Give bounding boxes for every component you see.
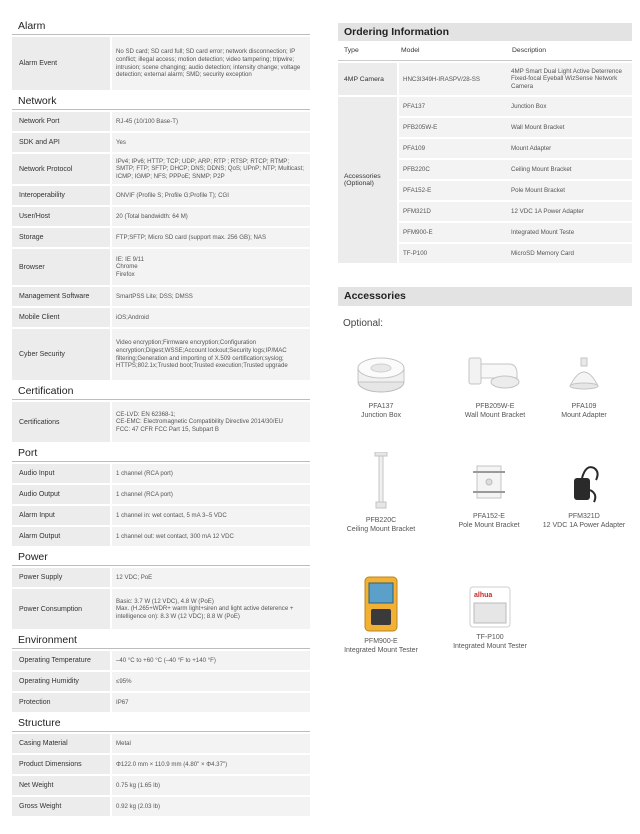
model-cell: HNC3I349H-IRASPV/28-SS (403, 75, 481, 83)
spec-value: iOS;Android (112, 308, 310, 327)
spec-key: Certifications (12, 402, 110, 442)
junction-box-icon (355, 350, 407, 398)
spec-key: Operating Humidity (12, 672, 110, 691)
spec-value: 1 channel out: wet contact, 300 mA 12 VDC (112, 527, 310, 546)
table-row (399, 202, 632, 221)
description-cell: Pole Mount Bracket (511, 186, 565, 194)
accessory-model: PFA109 (571, 403, 597, 410)
ordering-table-header (338, 41, 632, 61)
spec-row (12, 154, 310, 184)
accessory-model: TF-P100 (476, 634, 504, 641)
spec-value: 0.92 kg (2.03 lb) (112, 797, 310, 816)
spec-key: Network Port (12, 112, 110, 131)
spec-value: ≤95% (112, 672, 310, 691)
accessory-integrated-mount-tester (331, 575, 431, 655)
description-cell: 4MP Smart Dual Light Active Deterrence Fixed-focal Eyeball WizSense Network Camera (511, 67, 622, 90)
spec-sheet (12, 18, 310, 818)
description-cell: Mount Adapter (511, 144, 552, 152)
table-row (399, 139, 632, 158)
microsd-card-icon (468, 585, 512, 629)
spec-key: Interoperability (12, 186, 110, 205)
description-cell: Wall Mount Bracket (511, 123, 565, 131)
accessory-name: Integrated Mount Tester (453, 643, 527, 651)
spec-row (12, 734, 310, 753)
table-row (399, 223, 632, 242)
table-row (399, 181, 632, 200)
spec-value: IPv4; IPv6; HTTP; TCP; UDP; ARP; RTP ; RTSP; RTCP; RTMP; SMTP; FTP; SFTP; DHCP; DNS; DDNS; QoS; UPnP; NTP; Multicast; ICMP; IGMP; NFS; PPPoE; SNMP; P2P (112, 154, 310, 184)
spec-value: SmartPSS Lite; DSS; DMSS (112, 287, 310, 306)
description-cell: 12 VDC 1A Power Adapter (511, 207, 584, 215)
spec-value: Basic: 3.7 W (12 VDC), 4.8 W (PoE) Max. (H.265+WDR+ warm light+siren and light active deterence + intelligence on): 8.3 W (12 VDC); 8.8 W (PoE) (112, 589, 310, 629)
spec-row (12, 228, 310, 247)
spec-row (12, 112, 310, 131)
spec-row (12, 464, 310, 483)
power-adapter-icon (564, 460, 604, 508)
section-alarm-title: Alarm (12, 18, 310, 35)
spec-row (12, 776, 310, 795)
spec-key: Alarm Input (12, 506, 110, 525)
spec-key: Power Supply (12, 568, 110, 587)
spec-row (12, 568, 310, 587)
spec-value: ONVIF (Profile S; Profile G;Profile T); CGI (112, 186, 310, 205)
spec-key: Protection (12, 693, 110, 712)
description-cell: Integrated Mount Teste (511, 228, 575, 236)
header-description: Description (512, 47, 546, 54)
section-network-title: Network (12, 93, 310, 110)
ceiling-mount-bracket-icon (371, 452, 391, 512)
camera-type: 4MP Camera (338, 63, 397, 95)
accessory-name: Ceiling Mount Bracket (346, 526, 416, 534)
accessory-model: PFM900-E (364, 638, 398, 645)
spec-key: Storage (12, 228, 110, 247)
spec-row (12, 589, 310, 629)
spec-key: Network Protocol (12, 154, 110, 184)
header-model: Model (401, 47, 420, 54)
accessory-model: PFM321D (568, 513, 600, 520)
model-cell: PFB205W-E (403, 124, 438, 131)
spec-row (12, 506, 310, 525)
model-cell: PFA152-E (403, 187, 432, 194)
spec-value: RJ-45 (10/100 Base-T) (112, 112, 310, 131)
spec-key: User/Host (12, 207, 110, 226)
section-power-title: Power (12, 549, 310, 566)
spec-key: Audio Input (12, 464, 110, 483)
description-cell: Junction Box (511, 102, 547, 110)
table-row (399, 63, 632, 95)
description-cell: MicroSD Memory Card (511, 249, 574, 257)
spec-row (12, 755, 310, 774)
spec-key: Alarm Event (12, 37, 110, 90)
spec-key: Alarm Output (12, 527, 110, 546)
model-cell: TF-P100 (403, 250, 428, 257)
model-cell: PFA137 (403, 103, 426, 110)
spec-value: 1 channel (RCA port) (112, 464, 310, 483)
pole-mount-bracket-icon (469, 460, 509, 508)
spec-value: 12 VDC; PoE (112, 568, 310, 587)
accessory-name: Junction Box (360, 412, 402, 420)
spec-value: 1 channel in: wet contact, 5 mA 3–5 VDC (112, 506, 310, 525)
section-environment-title: Environment (12, 632, 310, 649)
accessories-type: Accessories (Optional) (338, 97, 397, 263)
accessory-name: Mount Adapter (561, 412, 607, 420)
accessory-name: 12 VDC 1A Power Adapter (542, 522, 626, 530)
spec-value: Yes (112, 133, 310, 152)
spec-row (12, 308, 310, 327)
spec-row (12, 672, 310, 691)
header-type: Type (344, 47, 359, 54)
spec-key: Cyber Security (12, 329, 110, 380)
accessory-name: Integrated Mount Tester (344, 647, 418, 655)
description-cell: Ceiling Mount Bracket (511, 165, 572, 173)
accessory-model: PFA137 (368, 403, 394, 410)
accessory-name: Pole Mount Bracket (458, 522, 520, 530)
spec-key: Casing Material (12, 734, 110, 753)
accessory-ceiling-mount-bracket (331, 452, 431, 534)
spec-row (12, 329, 310, 380)
ordering-accessories-rows (338, 97, 632, 265)
accessory-microsd-card (440, 585, 540, 651)
spec-key: SDK and API (12, 133, 110, 152)
section-port-title: Port (12, 445, 310, 462)
accessory-name: Wall Mount Bracket (464, 412, 526, 420)
accessory-model: PFA152-E (473, 513, 505, 520)
model-cell: PFM900-E (403, 229, 433, 236)
spec-value: FTP;SFTP; Micro SD card (support max. 256 GB); NAS (112, 228, 310, 247)
spec-row (12, 249, 310, 285)
section-certification-title: Certification (12, 383, 310, 400)
accessory-mount-adapter (534, 350, 634, 420)
ordering-information (338, 23, 632, 265)
accessory-model: PFB220C (365, 517, 397, 524)
spec-key: Net Weight (12, 776, 110, 795)
spec-key: Power Consumption (12, 589, 110, 629)
section-structure-title: Structure (12, 715, 310, 732)
spec-value: 1 channel (RCA port) (112, 485, 310, 504)
mount-adapter-icon (564, 350, 604, 398)
spec-key: Gross Weight (12, 797, 110, 816)
ordering-camera-row (338, 63, 632, 97)
table-row (399, 244, 632, 263)
spec-row (12, 186, 310, 205)
spec-key: Browser (12, 249, 110, 285)
mount-tester-icon (363, 575, 399, 633)
spec-key: Management Software (12, 287, 110, 306)
spec-value: 20 (Total bandwidth: 64 M) (112, 207, 310, 226)
spec-row (12, 287, 310, 306)
spec-key: Audio Output (12, 485, 110, 504)
spec-row (12, 402, 310, 442)
table-row (399, 160, 632, 179)
spec-value: Φ122.0 mm × 110.9 mm (4.80" × Φ4.37") (112, 755, 310, 774)
accessory-model: PFB205W-E (475, 403, 515, 410)
spec-row (12, 485, 310, 504)
table-row (399, 97, 632, 116)
model-cell: PFM321D (403, 208, 431, 215)
model-cell: PFB220C (403, 166, 430, 173)
spec-row (12, 37, 310, 90)
spec-value: No SD card; SD card full; SD card error; network disconnection; IP conflict; illegal access; motion detection; video tampering; tripwire; intrusion; scene changing; audio detection; intensity change; voltage detection; external alarm; SMD; security exception (112, 37, 310, 90)
spec-row (12, 693, 310, 712)
spec-key: Product Dimensions (12, 755, 110, 774)
spec-value: Metal (112, 734, 310, 753)
sd-brand-text: alhua (474, 592, 493, 599)
accessories-title: Accessories (338, 287, 632, 306)
spec-value: Video encryption;Firmware encryption;Configuration encryption;Digest;WSSE;Account lockout;Security logs;IP/MAC filtering;Generation and importing of X.509 certification;syslog; HTTPS;802.1x;Trusted boot;Trusted execution;Trusted upgrade (112, 329, 310, 380)
spec-key: Mobile Client (12, 308, 110, 327)
spec-value: CE-LVD: EN 62368-1; CE-EMC: Electromagnetic Compatibility Directive 2014/30/EU FCC: 47 CFR FCC Part 15, Subpart B (112, 402, 310, 442)
accessory-power-adapter (534, 460, 634, 530)
spec-row (12, 651, 310, 670)
spec-value: IP67 (112, 693, 310, 712)
wall-mount-bracket-icon (465, 350, 525, 398)
spec-value: 0.75 kg (1.65 lb) (112, 776, 310, 795)
spec-row (12, 527, 310, 546)
spec-row (12, 797, 310, 816)
spec-value: IE: IE 9/11 Chrome Firefox (112, 249, 310, 285)
optional-label: Optional: (343, 318, 384, 329)
spec-row (12, 207, 310, 226)
table-row (399, 118, 632, 137)
spec-row (12, 133, 310, 152)
accessory-wall-mount-bracket (445, 350, 545, 420)
accessory-pole-mount-bracket (439, 460, 539, 530)
ordering-title: Ordering Information (338, 23, 632, 41)
model-cell: PFA109 (403, 145, 426, 152)
spec-key: Operating Temperature (12, 651, 110, 670)
accessory-junction-box (331, 350, 431, 420)
spec-value: –40 °C to +60 °C (–40 °F to +140 °F) (112, 651, 310, 670)
